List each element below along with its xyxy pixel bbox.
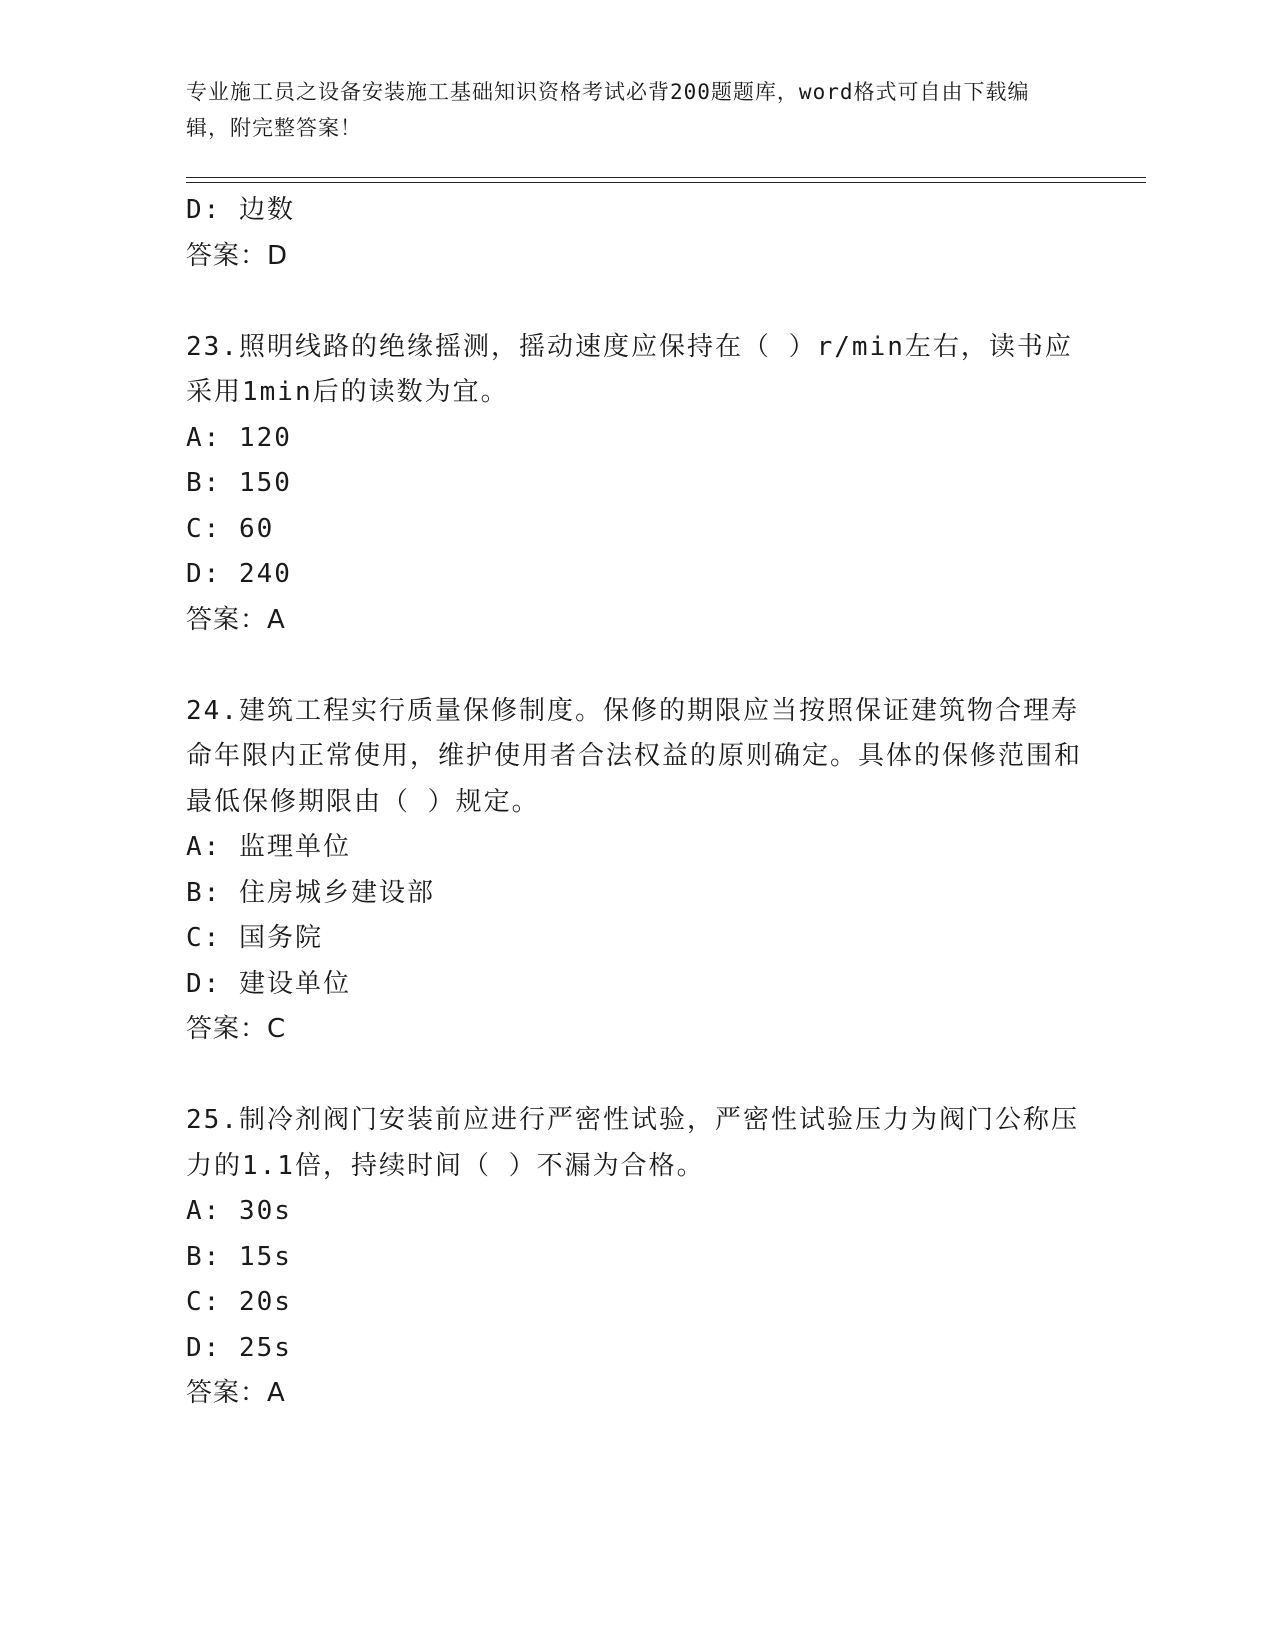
- question-23: [186, 325, 1086, 644]
- option-d: D: 240: [186, 559, 292, 589]
- option-b: B: 15s: [186, 1241, 292, 1272]
- question-24: [186, 689, 1086, 1053]
- option-d: D: 25s: [186, 1332, 292, 1363]
- document-header: [186, 74, 1066, 146]
- previous-question-tail: [186, 188, 1086, 279]
- option-d: D: 边数: [186, 195, 295, 225]
- answer-line: 答案：A: [186, 604, 286, 635]
- option-c: C: 20s: [186, 1287, 292, 1317]
- question-25: [186, 1098, 1086, 1417]
- question-stem: 25.制冷剂阀门安装前应进行严密性试验，严密性试验压力为阀门公称压力的1.1倍，持续时间（ ）不漏为合格。: [186, 1105, 1079, 1181]
- question-stem: 23.照明线路的绝缘摇测，摇动速度应保持在（ ）r/min左右，读书应采用1min后的读数为宜。: [186, 331, 1073, 407]
- spacer: [186, 1053, 1086, 1099]
- option-a: A: 30s: [186, 1196, 292, 1226]
- option-a: A: 监理单位: [186, 832, 351, 862]
- spacer: [186, 643, 1086, 689]
- answer-line: 答案：C: [186, 1014, 287, 1044]
- option-c: C: 60: [186, 513, 275, 544]
- option-c: C: 国务院: [186, 923, 323, 953]
- option-b: B: 住房城乡建设部: [186, 877, 435, 908]
- answer-line: 答案：D: [186, 240, 289, 271]
- question-list: [186, 188, 1086, 1417]
- option-d: D: 建设单位: [186, 968, 351, 999]
- header-title: 专业施工员之设备安装施工基础知识资格考试必背200题题库，word格式可自由下载编辑，附完整答案！: [186, 80, 1030, 140]
- header-divider-top: [186, 177, 1146, 178]
- question-stem: 24.建筑工程实行质量保修制度。保修的期限应当按照保证建筑物合理寿命年限内正常使用，维护使用者合法权益的原则确定。具体的保修范围和最低保修期限由（ ）规定。: [186, 695, 1083, 817]
- option-b: B: 150: [186, 468, 292, 498]
- spacer: [186, 279, 1086, 325]
- option-a: A: 120: [186, 422, 292, 453]
- answer-line: 答案：A: [186, 1378, 286, 1408]
- header-divider-bottom: [186, 182, 1146, 183]
